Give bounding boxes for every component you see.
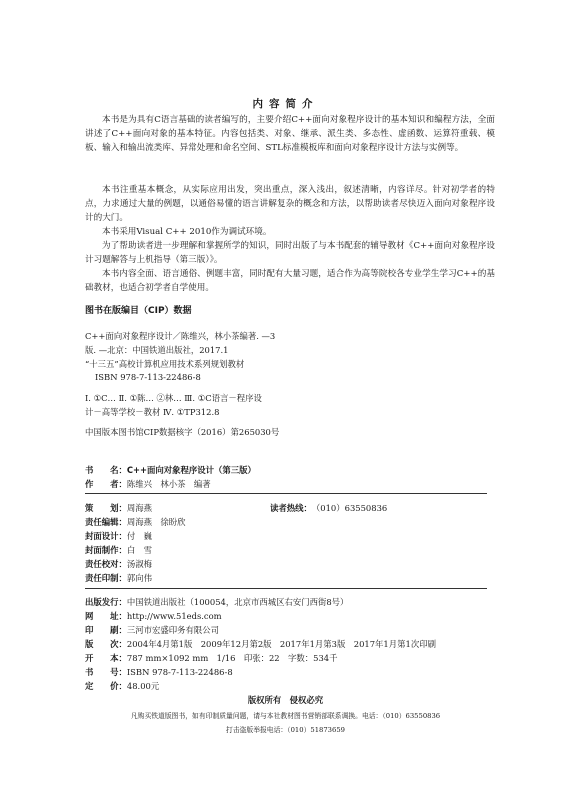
editor-field: [85, 516, 186, 528]
rights-report: 打击盗版举报电话：（010）51873659: [226, 726, 345, 734]
field-key: 定 价：: [85, 681, 127, 691]
publication-field: [85, 638, 436, 650]
editor-field: [85, 558, 152, 570]
rights-notice: 凡购买铁道版图书，如有印制质量问题，请与本社教材图书营销部联系调换。电话：（010）63550836: [130, 712, 441, 720]
intro-title: 内容简介: [252, 98, 319, 110]
field-value: 周海燕 徐盼欣: [126, 517, 186, 527]
editor-field: [85, 530, 152, 542]
editor-field: [85, 544, 152, 556]
field-key: 责任校对：: [85, 559, 127, 569]
field-key: 读者热线：: [270, 503, 312, 513]
author: 陈维兴 林小茶 编著: [126, 479, 211, 489]
field-value: ISBN 978-7-113-22486-8: [126, 667, 233, 677]
hotline-number: （010）63550836: [311, 503, 388, 513]
book-title: C++面向对象程序设计（第三版）: [126, 465, 256, 475]
cip-heading: 图书在版编目（CIP）数据: [85, 306, 192, 316]
field-key: 开 本：: [85, 653, 127, 663]
divider: [85, 493, 487, 494]
field-key: 书 名：: [85, 465, 127, 475]
field-key: 版 次：: [85, 639, 127, 649]
publication-field: [85, 666, 233, 678]
field-value: 周海燕: [126, 503, 152, 513]
editor-field: [85, 502, 152, 514]
field-key: 策 划：: [85, 503, 127, 513]
field-key: 责任编辑：: [85, 517, 127, 527]
field-value: 中国铁道出版社（100054，北京市西城区右安门西街8号）: [126, 597, 349, 607]
hotline-field: [270, 502, 387, 514]
editor-field: [85, 572, 152, 584]
field-value: 787 mm×1092 mm 1/16 印张：22 字数：534千: [126, 653, 338, 663]
field-value: 郭向伟: [126, 573, 152, 583]
field-key: 封面制作：: [85, 545, 127, 555]
field-key: 出版发行：: [85, 597, 127, 607]
field-value: 付 巍: [126, 531, 152, 541]
publication-field: [85, 596, 348, 608]
field-value: 48.00元: [126, 681, 160, 691]
intro-paragraph-5: 本书内容全面、语言通俗、例题丰富，同时配有大量习题，适合作为高等院校各专业学生学习C++的基础教材，也适合初学者自学使用。: [85, 269, 495, 293]
field-key: 书 号：: [85, 667, 127, 677]
website-url: http://www.51eds.com: [126, 611, 222, 621]
publication-field: [85, 624, 219, 636]
cip-line: Ⅰ. ①C… Ⅱ. ①陈… ②林… Ⅲ. ①C语言－程序设: [85, 393, 262, 403]
field-key: 印 刷：: [85, 625, 127, 635]
publication-field: [85, 610, 222, 622]
field-key: 作 者：: [85, 479, 127, 489]
field-value: 汤淑梅: [126, 559, 152, 569]
intro-paragraph-3: 本书采用Visual C++ 2010作为调试环境。: [102, 227, 272, 237]
field-value: 白 雪: [126, 545, 152, 555]
field-value: 2004年4月第1版 2009年12月第2版 2017年1月第3版 2017年1月第1次印刷: [126, 639, 436, 649]
publication-field: [85, 652, 337, 664]
cip-line: “十三五”高校计算机应用技术系列规划教材: [85, 359, 245, 369]
intro-paragraph-1: 本书是为具有C语言基础的读者编写的，主要介绍C++面向对象程序设计的基本知识和编程方法，全面讲述了C++面向对象的基本特征。内容包括类、对象、继承、派生类、多态性、虚函数、运算符重载、模板、输入和输出流类库、异常处理和命名空间、STL标准模板库和面向对象程序设计方法与实例等。: [85, 115, 495, 153]
field-key: 网 址：: [85, 611, 127, 621]
author-field: [85, 478, 211, 490]
field-value: 三河市宏盛印务有限公司: [126, 625, 219, 635]
divider: [85, 588, 487, 589]
cip-line: ISBN 978-7-113-22486-8: [95, 372, 201, 382]
intro-paragraph-4: 为了帮助读者进一步理解和掌握所学的知识，同时出版了与本书配套的辅导教材《C++面向对象程序设计习题解答与上机指导（第三版）》。: [85, 241, 495, 265]
cip-line: C++面向对象程序设计／陈维兴，林小茶编著. —3: [85, 331, 276, 341]
rights-title: 版权所有 侵权必究: [247, 695, 324, 705]
intro-paragraph-2: 本书注重基本概念，从实际应用出发，突出重点，深入浅出，叙述清晰，内容详尽。针对初学者的特点，力求通过大量的例题，以通俗易懂的语言讲解复杂的概念和方法，以帮助读者尽快迈入面向对象程序设计的大门。: [85, 185, 495, 223]
field-key: 封面设计：: [85, 531, 127, 541]
cip-line: 计－高等学校－教材 Ⅳ. ①TP312.8: [85, 407, 220, 417]
cip-number: 中国版本图书馆CIP数据核字（2016）第265030号: [85, 427, 280, 437]
field-key: 责任印制：: [85, 573, 127, 583]
book-title-field: [85, 464, 256, 476]
cip-line: 版. —北京：中国铁道出版社，2017.1: [85, 345, 229, 355]
publication-field: [85, 680, 159, 692]
